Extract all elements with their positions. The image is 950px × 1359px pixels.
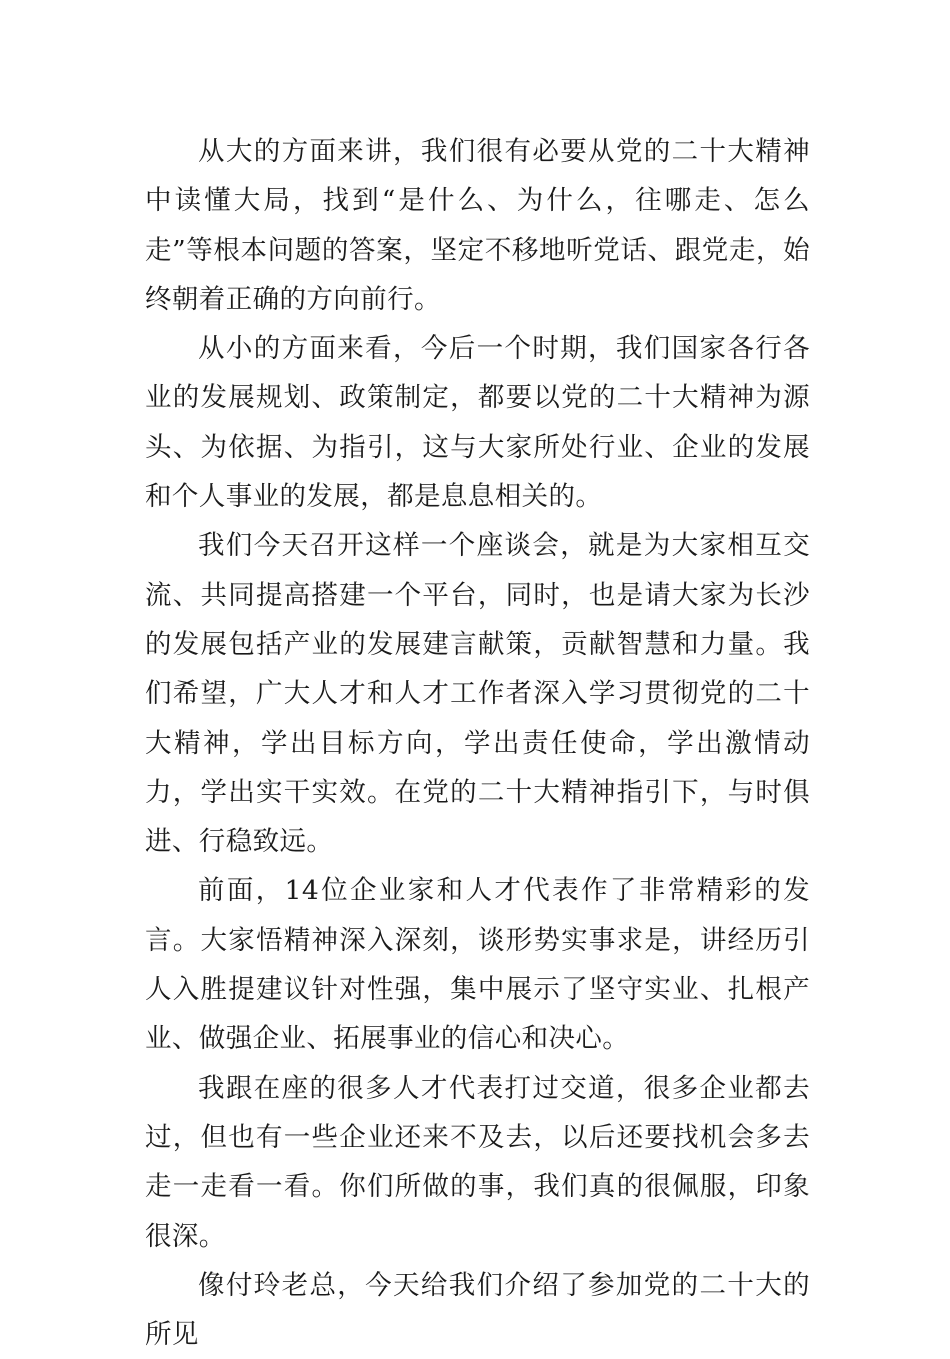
paragraph-2-text: 从小的方面来看，今后一个时期，我们国家各行各业的发展规划、政策制定，都要以党的二十大精神为源头、为依据、为指引，这与大家所处行业、企业的发展和个人事业的发展，都是息息相关的。 [145, 333, 810, 513]
document-page [145, 127, 810, 1359]
paragraph-5 [145, 1064, 810, 1261]
paragraph-5-text: 我跟在座的很多人才代表打过交道，很多企业都去过，但也有一些企业还来不及去，以后还要找机会多去走一走看一看。你们所做的事，我们真的很佩服，印象很深。 [145, 1072, 810, 1252]
paragraph-4 [145, 866, 810, 1063]
paragraph-3 [145, 521, 810, 866]
paragraph-1 [145, 127, 810, 324]
paragraph-3-text: 我们今天召开这样一个座谈会，就是为大家相互交流、共同提高搭建一个平台，同时，也是请大家为长沙的发展包括产业的发展建言献策，贡献智慧和力量。我们希望，广大人才和人才工作者深入学习贯彻党的二十大精神，学出目标方向，学出责任使命，学出激情动力，学出实干实效。在党的二十大精神指引下，与时俱进、行稳致远。 [145, 530, 810, 858]
paragraph-2 [145, 324, 810, 521]
paragraph-6-text: 像付玲老总，今天给我们介绍了参加党的二十大的所见 [145, 1269, 810, 1351]
paragraph-6 [145, 1261, 810, 1359]
paragraph-1-text: 从大的方面来讲，我们很有必要从党的二十大精神中读懂大局，找到“是什么、为什么，往哪走、怎么走”等根本问题的答案，坚定不移地听党话、跟党走，始终朝着正确的方向前行。 [145, 136, 810, 315]
paragraph-4-text: 前面，14位企业家和人才代表作了非常精彩的发言。大家悟精神深入深刻，谈形势实事求是，讲经历引人入胜提建议针对性强，集中展示了坚守实业、扎根产业、做强企业、拓展事业的信心和决心。 [145, 875, 810, 1055]
